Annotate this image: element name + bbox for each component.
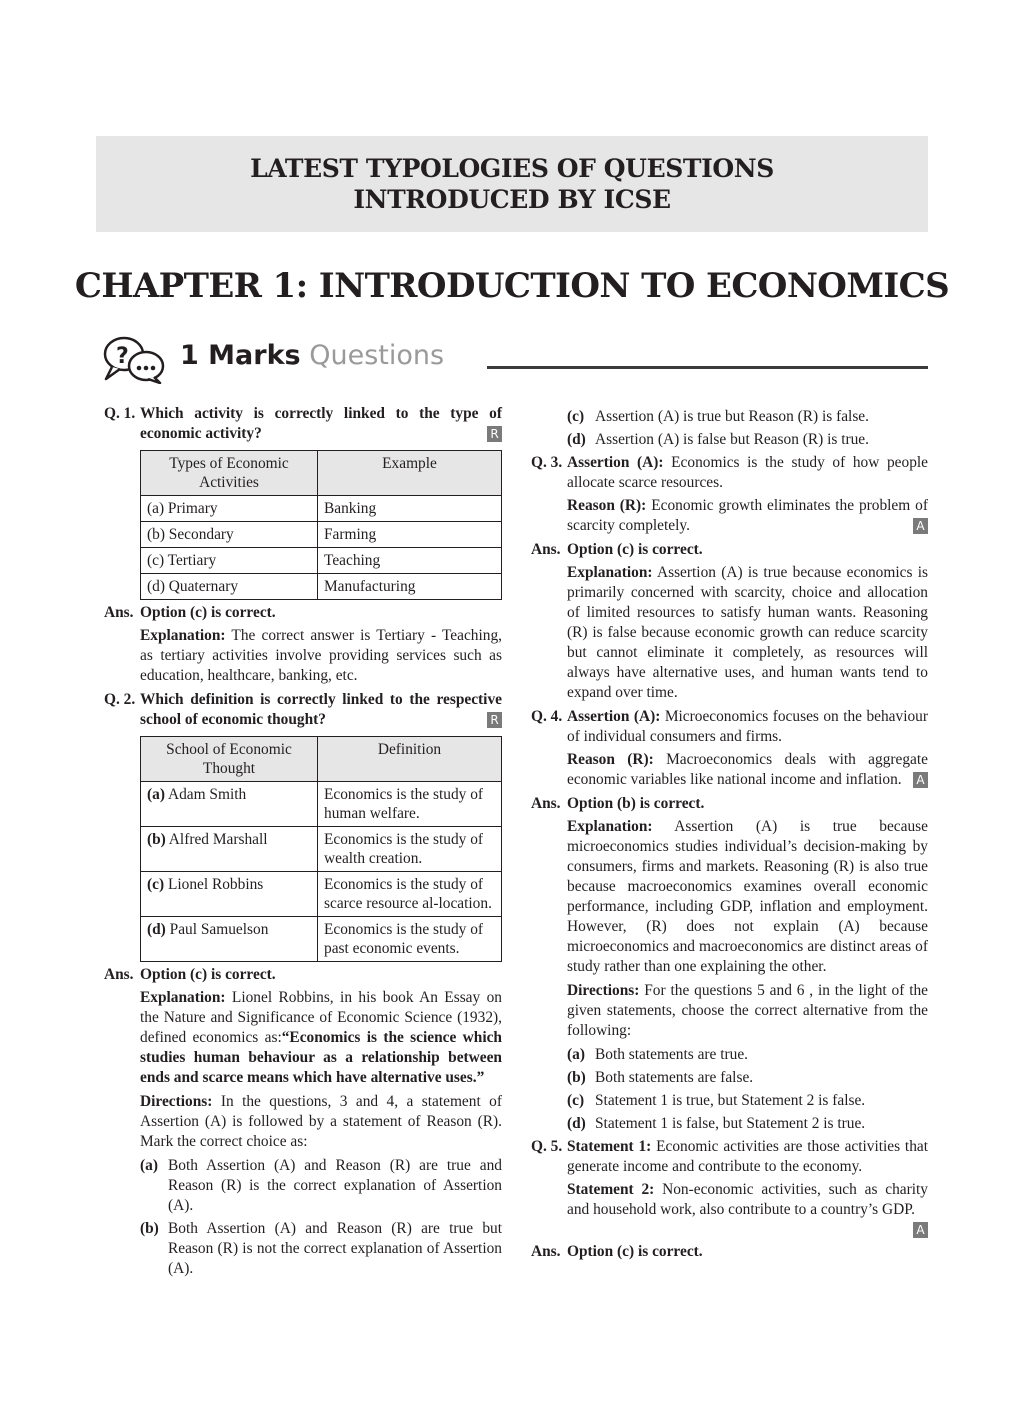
statement-1-text: Economic activities are those activities that generate income and contribute to the economy. xyxy=(567,1138,929,1175)
explanation-text: Assertion (A) is true because economics is primarily concerned with scarcity, choice and allocation of limited resources to satisfy human wants. Reasoning (R) is false because economic growth can reduce scarcity but cannot eliminate it completely, as resources will always have alternative uses, and human wants tend to expand over time. xyxy=(567,564,928,701)
table-cell: (b) Secondary xyxy=(141,522,318,548)
statement-2 xyxy=(531,1180,928,1238)
reason-text: Economic growth eliminates the problem of scarcity completely. xyxy=(567,497,928,534)
explanation-quote: “Economics is the science which studies human behaviour as a relationship between ends and scarce means which have alternative uses.” xyxy=(140,1029,502,1086)
table-cell: Manufacturing xyxy=(318,574,502,600)
option-text: Assertion (A) is false but Reason (R) is true. xyxy=(595,431,869,448)
statement-2-text: Non-economic activities, such as charity and household work, also contribute to a country’s GDP. xyxy=(567,1181,928,1218)
reason-label: Reason (R): xyxy=(567,751,654,768)
directions-text: In the questions, 3 and 4, a statement of Assertion (A) is followed by a statement of Reason (R). Mark the correct choice as: xyxy=(140,1093,502,1150)
answer-text: Option (b) is correct. xyxy=(567,795,705,812)
reason-label: Reason (R): xyxy=(567,497,647,514)
question-bubbles-icon xyxy=(100,334,166,384)
option-item xyxy=(531,430,928,450)
question-number: Q. 5. xyxy=(531,1138,563,1155)
table-cell: (c) Tertiary xyxy=(141,548,318,574)
header-banner xyxy=(96,136,928,232)
question-number: Q. 2. xyxy=(104,691,136,708)
table-cell: (a) Primary xyxy=(141,496,318,522)
question-text: Which definition is correctly linked to the respective school of economic thought? xyxy=(140,691,502,728)
table-cell: Economics is the study of wealth creation. xyxy=(318,827,502,872)
table-row xyxy=(141,782,502,827)
assertion-text: Economics is the study of how people allocate scarce resources. xyxy=(567,454,929,491)
right-column xyxy=(531,404,928,1265)
answer xyxy=(531,794,928,814)
option-letter: (c) xyxy=(567,1092,585,1109)
answer-label: Ans. xyxy=(531,795,561,812)
difficulty-tag: A xyxy=(913,1222,928,1238)
table-row xyxy=(141,496,502,522)
statement-1-label: Statement 1: xyxy=(567,1138,652,1155)
question-4 xyxy=(531,707,928,747)
table-cell: Farming xyxy=(318,522,502,548)
chapter-title: CHAPTER 1: INTRODUCTION TO ECONOMICS xyxy=(74,266,950,306)
option-letter: (d) xyxy=(567,1115,586,1132)
answer-text: Option (c) is correct. xyxy=(140,604,276,621)
table-cell: Economics is the study of human welfare. xyxy=(318,782,502,827)
svg-text:?: ? xyxy=(116,344,129,369)
reason xyxy=(531,496,928,536)
option-name: Alfred Marshall xyxy=(165,831,268,848)
table-header-row xyxy=(141,451,502,496)
option-name: Lionel Robbins xyxy=(164,876,264,893)
table-row xyxy=(141,574,502,600)
difficulty-tag: R xyxy=(487,426,502,442)
question-2 xyxy=(104,690,502,730)
answer xyxy=(104,603,502,623)
table-cell xyxy=(141,872,318,917)
option-text: Both statements are true. xyxy=(595,1046,749,1063)
table-cell xyxy=(141,917,318,962)
table-cell xyxy=(141,827,318,872)
answer-text: Option (c) is correct. xyxy=(140,966,276,983)
question-1 xyxy=(104,404,502,444)
answer xyxy=(531,1242,928,1262)
option-letter: (a) xyxy=(567,1046,585,1063)
banner-line-2: INTRODUCED BY ICSE xyxy=(353,185,671,214)
question-text: Which activity is correctly linked to the type of economic activity? xyxy=(140,405,502,442)
directions-1 xyxy=(104,1092,502,1152)
table-header: School of Economic Thought xyxy=(141,737,318,782)
option-item xyxy=(531,1114,928,1134)
explanation-text: Lionel Robbins, in his book An Essay on the Nature and Significance of Economic Science (1932), defined economics as: xyxy=(140,989,502,1046)
difficulty-tag: A xyxy=(913,518,928,534)
option-text: Both Assertion (A) and Reason (R) are true and Reason (R) is the correct explanation of Assertion (A). xyxy=(168,1157,502,1214)
section-title xyxy=(180,340,444,371)
question-5 xyxy=(531,1137,928,1177)
option-letter: (b) xyxy=(140,1220,159,1237)
section-title-light: Questions xyxy=(309,340,445,371)
table-cell: Economics is the study of scarce resource al-location. xyxy=(318,872,502,917)
answer-label: Ans. xyxy=(531,1243,561,1260)
table-cell: (d) Quaternary xyxy=(141,574,318,600)
option-letter: (a) xyxy=(140,1157,158,1174)
answer xyxy=(531,540,928,560)
section-rule xyxy=(487,366,928,369)
option-item xyxy=(531,1045,928,1065)
explanation xyxy=(531,563,928,703)
option-text: Both Assertion (A) and Reason (R) are true but Reason (R) is not the correct explanation of Assertion (A). xyxy=(168,1220,502,1277)
section-heading xyxy=(100,334,928,386)
option-letter: (b) xyxy=(147,831,166,848)
option-item xyxy=(104,1219,502,1279)
directions-text: For the questions 5 and 6 , in the light of the given statements, choose the correct alternative from the following: xyxy=(567,982,928,1039)
explanation xyxy=(104,626,502,686)
option-text: Statement 1 is true, but Statement 2 is false. xyxy=(595,1092,866,1109)
directions-2 xyxy=(531,981,928,1041)
table-header: Example xyxy=(318,451,502,496)
reason xyxy=(531,750,928,790)
q1-table xyxy=(140,450,502,600)
explanation-text: The correct answer is Tertiary - Teaching, as tertiary activities involve providing services such as education, healthcare, banking, etc. xyxy=(140,627,502,684)
answer-label: Ans. xyxy=(531,541,561,558)
question-number: Q. 4. xyxy=(531,708,563,725)
option-item xyxy=(531,1068,928,1088)
assertion-text: Microeconomics focuses on the behaviour of individual consumers and firms. xyxy=(567,708,929,745)
section-title-bold: 1 Marks xyxy=(180,340,301,371)
explanation xyxy=(531,817,928,977)
option-item xyxy=(531,1091,928,1111)
table-row xyxy=(141,917,502,962)
table-cell: Banking xyxy=(318,496,502,522)
explanation-text: Assertion (A) is true because microeconomics studies individual’s decision-making by consumers, firms and markets. Reasoning (R) is also true because macroeconomics examines overall economic performance, including GDP, inflation and employment. However, (R) does not explain (A) because microeconomics and macroeconomics are distinct areas of study rather than one explaining the other. xyxy=(567,818,928,975)
table-row xyxy=(141,827,502,872)
statement-2-label: Statement 2: xyxy=(567,1181,655,1198)
option-item xyxy=(531,407,928,427)
question-number: Q. 3. xyxy=(531,454,563,471)
difficulty-tag: R xyxy=(487,712,502,728)
reason-text: Macroeconomics deals with aggregate economic variables like national income and inflation. xyxy=(567,751,928,788)
table-row xyxy=(141,522,502,548)
option-text: Both statements are false. xyxy=(595,1069,754,1086)
option-name: Paul Samuelson xyxy=(165,921,269,938)
table-cell: Teaching xyxy=(318,548,502,574)
option-letter: (d) xyxy=(147,921,166,938)
answer-label: Ans. xyxy=(104,966,134,983)
option-item xyxy=(104,1156,502,1216)
banner-line-1: LATEST TYPOLOGIES OF QUESTIONS xyxy=(250,154,774,183)
table-row xyxy=(141,548,502,574)
explanation xyxy=(104,988,502,1088)
directions-label: Directions: xyxy=(140,1093,213,1110)
option-letter: (a) xyxy=(147,786,165,803)
q2-table xyxy=(140,736,502,962)
option-text: Statement 1 is false, but Statement 2 is true. xyxy=(595,1115,866,1132)
answer-text: Option (c) is correct. xyxy=(567,541,703,558)
answer-label: Ans. xyxy=(104,604,134,621)
table-header: Definition xyxy=(318,737,502,782)
option-letter: (c) xyxy=(567,408,585,425)
question-3 xyxy=(531,453,928,493)
difficulty-tag: A xyxy=(913,772,928,788)
assertion-label: Assertion (A): xyxy=(567,454,664,471)
explanation-label: Explanation: xyxy=(140,627,226,644)
explanation-label: Explanation: xyxy=(140,989,226,1006)
explanation-label: Explanation: xyxy=(567,818,653,835)
table-row xyxy=(141,872,502,917)
answer xyxy=(104,965,502,985)
left-column xyxy=(104,404,502,1282)
option-text: Assertion (A) is true but Reason (R) is false. xyxy=(595,408,869,425)
option-letter: (b) xyxy=(567,1069,586,1086)
table-cell xyxy=(141,782,318,827)
option-letter: (d) xyxy=(567,431,586,448)
question-number: Q. 1. xyxy=(104,405,136,422)
assertion-label: Assertion (A): xyxy=(567,708,661,725)
table-cell: Economics is the study of past economic events. xyxy=(318,917,502,962)
option-letter: (c) xyxy=(147,876,165,893)
table-header-row xyxy=(141,737,502,782)
option-name: Adam Smith xyxy=(164,786,247,803)
explanation-label: Explanation: xyxy=(567,564,653,581)
table-header: Types of Economic Activities xyxy=(141,451,318,496)
answer-text: Option (c) is correct. xyxy=(567,1243,703,1260)
directions-label: Directions: xyxy=(567,982,640,999)
